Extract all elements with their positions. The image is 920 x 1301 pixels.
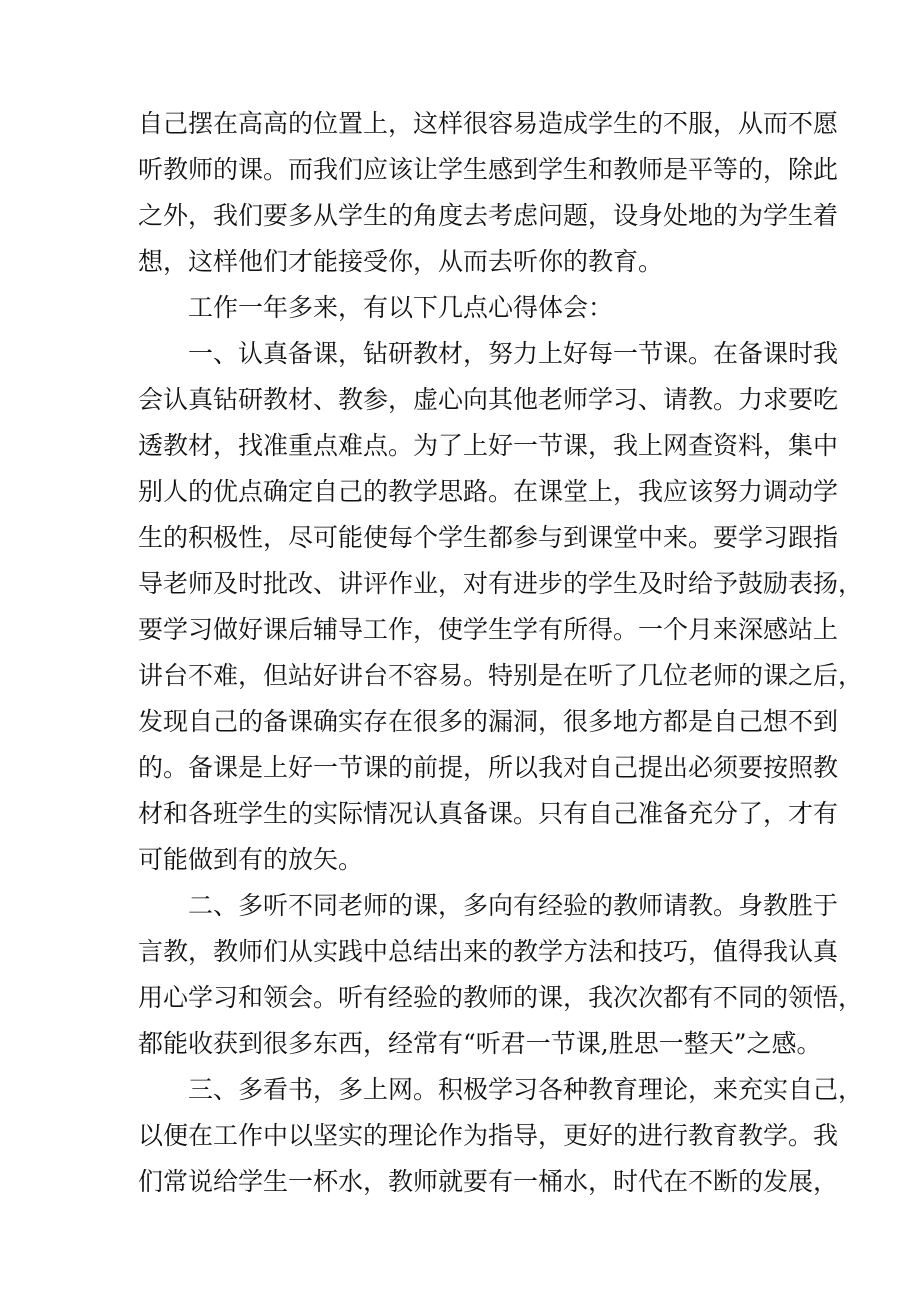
- text-line: 生的积极性，尽可能使每个学生都参与到课堂中来。要学习跟指: [138, 523, 839, 552]
- text-line: 发现自己的备课确实存在很多的漏洞，很多地方都是自己想不到: [138, 707, 839, 736]
- text-line: 可能做到有的放矢。: [138, 845, 364, 874]
- paragraph-point-3-start: 三、多看书，多上网。积极学习各种教育理论，来充实自己，: [188, 1075, 864, 1104]
- text-line: 讲台不难，但站好讲台不容易。特别是在听了几位老师的课之后，: [138, 661, 864, 690]
- text-line: 要学习做好课后辅导工作，使学生学有所得。一个月来深感站上: [138, 615, 839, 644]
- text-line: 想，这样他们才能接受你，从而去听你的教育。: [138, 247, 664, 276]
- text-line: 用心学习和领会。听有经验的教师的课，我次次都有不同的领悟，: [138, 983, 864, 1012]
- document-body: [138, 101, 864, 1205]
- paragraph-intro: 工作一年多来，有以下几点心得体会：: [188, 293, 614, 322]
- text-line: 导老师及时批改、讲评作业，对有进步的学生及时给予鼓励表扬，: [138, 569, 864, 598]
- text-line: 材和各班学生的实际情况认真备课。只有自己准备充分了，才有: [138, 799, 839, 828]
- text-line: 言教，教师们从实践中总结出来的教学方法和技巧，值得我认真: [138, 937, 839, 966]
- paragraph-point-1-start: 一、认真备课，钻研教材，努力上好每一节课。在备课时我: [188, 339, 839, 368]
- text-line: 自己摆在高高的位置上，这样很容易造成学生的不服，从而不愿: [138, 109, 839, 138]
- text-line: 听教师的课。而我们应该让学生感到学生和教师是平等的，除此: [138, 155, 839, 184]
- text-line: 会认真钻研教材、教参，虚心向其他老师学习、请教。力求要吃: [138, 385, 839, 414]
- text-line: 以便在工作中以坚实的理论作为指导，更好的进行教育教学。我: [138, 1121, 839, 1150]
- text-line: 之外，我们要多从学生的角度去考虑问题，设身处地的为学生着: [138, 201, 839, 230]
- text-line: 别人的优点确定自己的教学思路。在课堂上，我应该努力调动学: [138, 477, 839, 506]
- text-line: 透教材，找准重点难点。为了上好一节课，我上网查资料，集中: [138, 431, 839, 460]
- text-line: 的。备课是上好一节课的前提，所以我对自己提出必须要按照教: [138, 753, 839, 782]
- text-line: 都能收获到很多东西，经常有“听君一节课,胜思一整天”之感。: [138, 1029, 822, 1058]
- text-line: 们常说给学生一杯水，教师就要有一桶水，时代在不断的发展，: [138, 1167, 839, 1196]
- paragraph-point-2-start: 二、多听不同老师的课，多向有经验的教师请教。身教胜于: [188, 891, 839, 920]
